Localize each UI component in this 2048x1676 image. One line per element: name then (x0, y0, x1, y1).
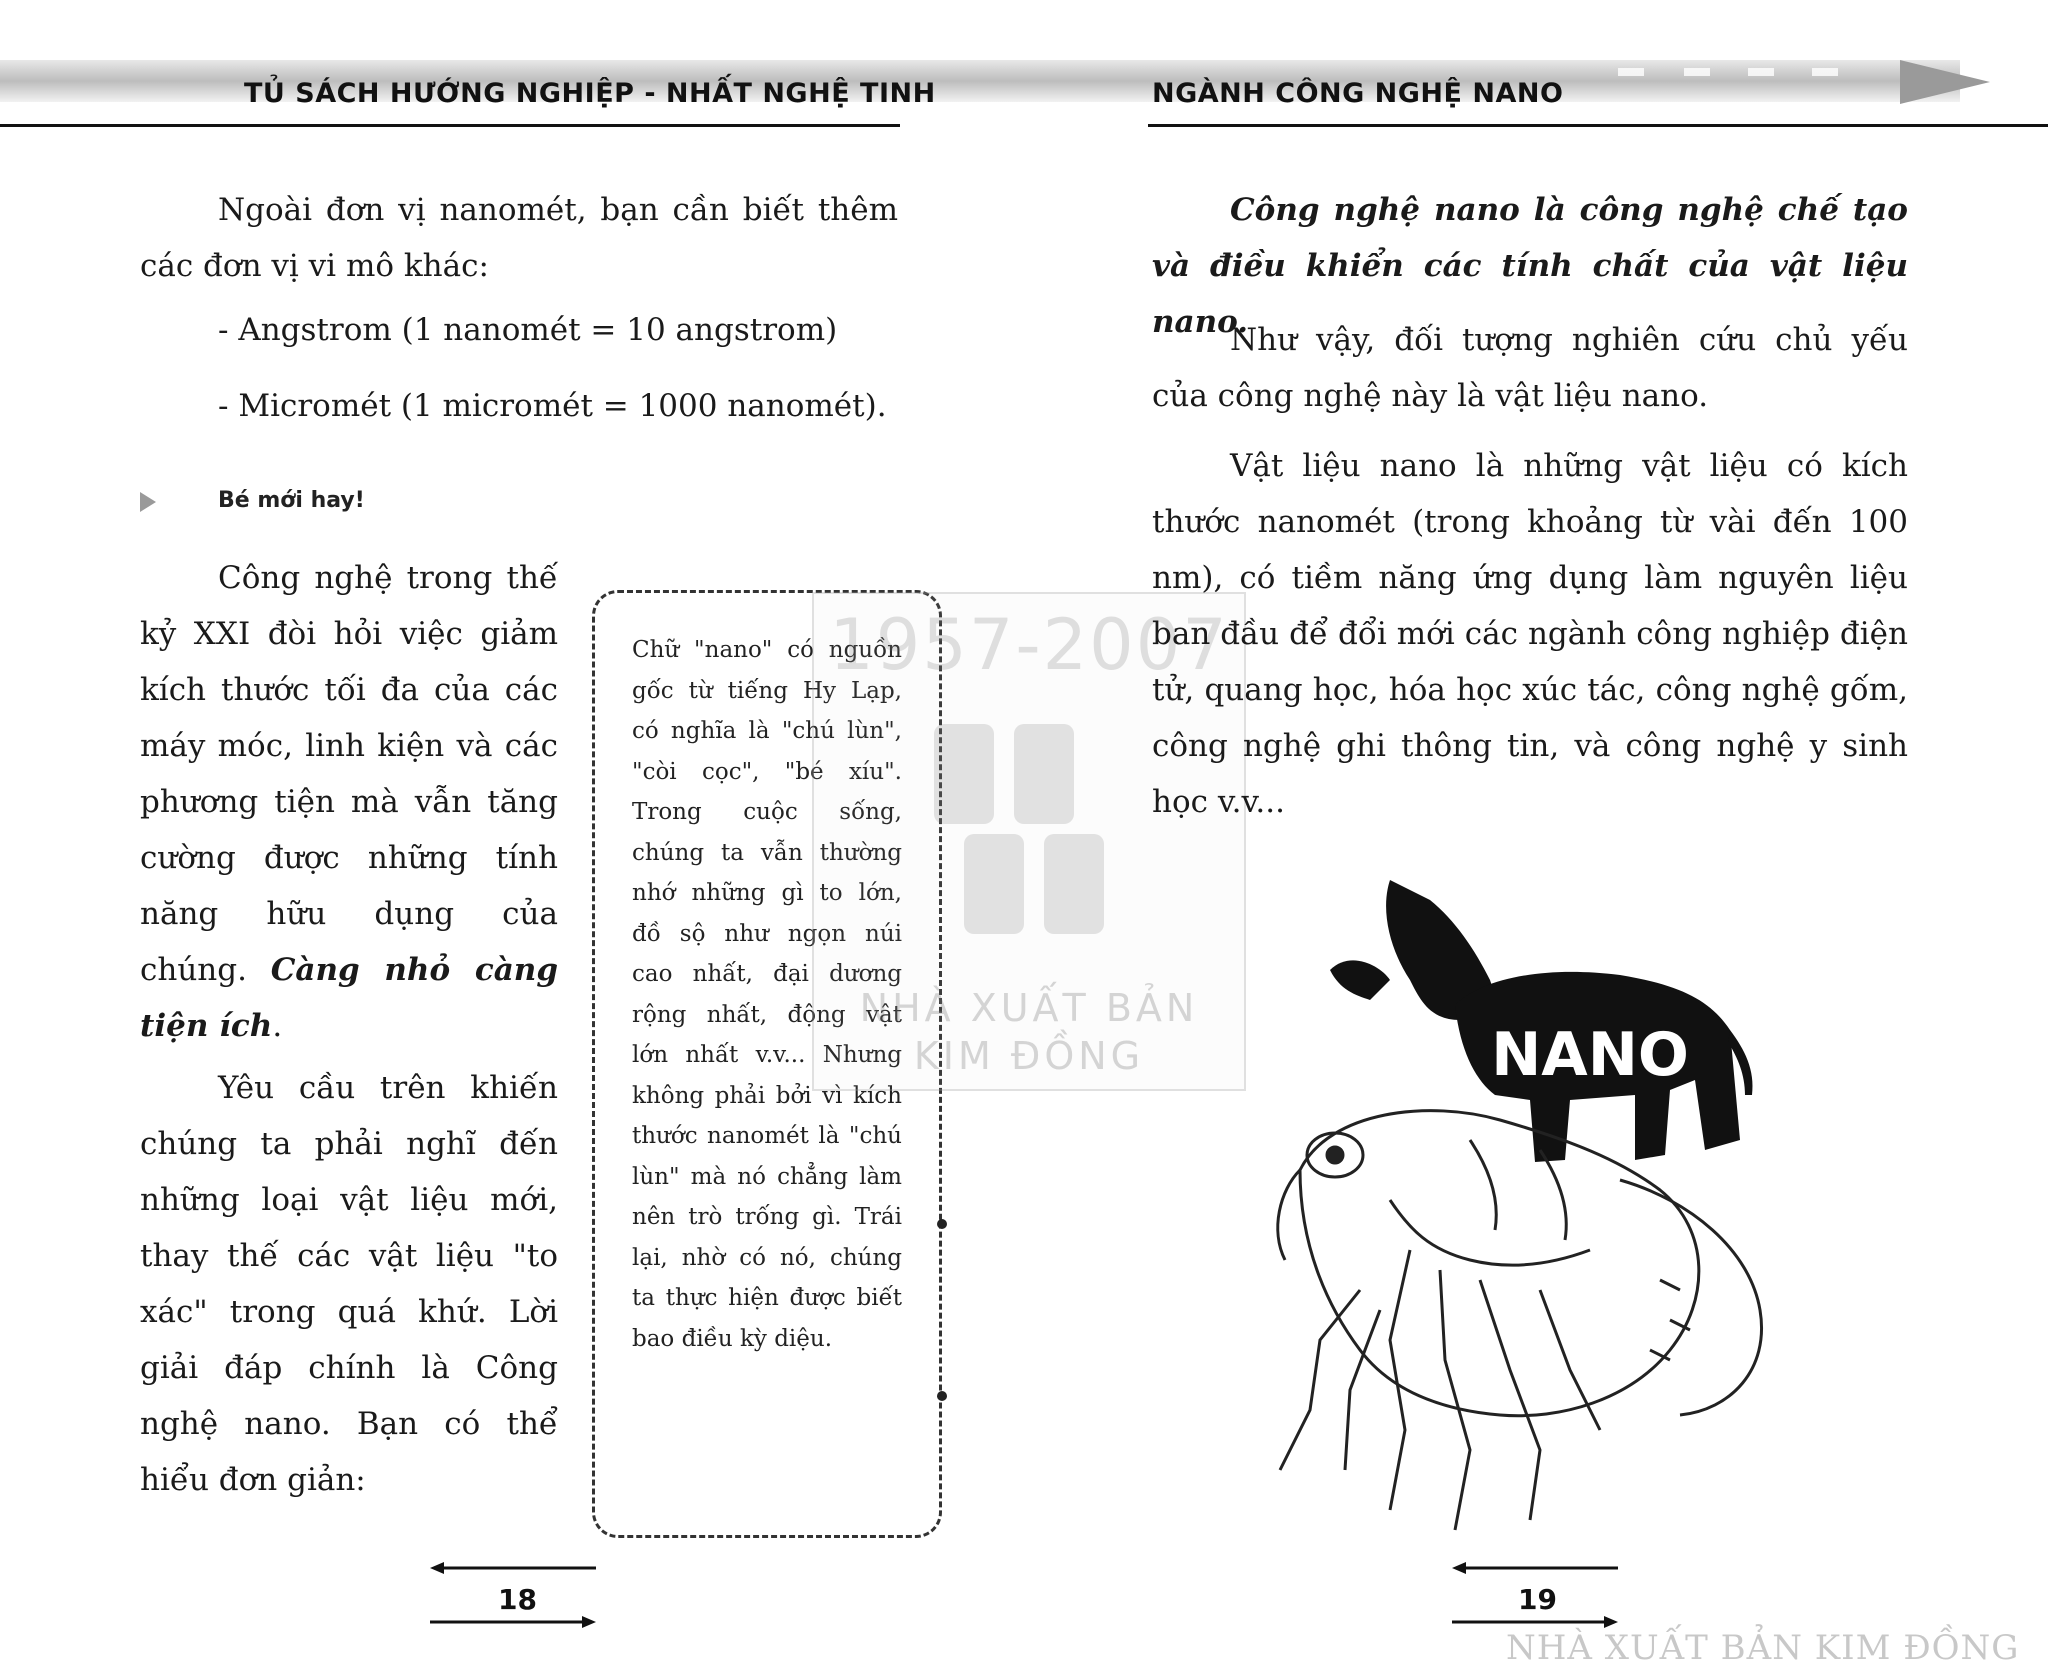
intro-text: Ngoài đơn vị nanomét, bạn cần biết thêm các đơn vị vi mô khác: (140, 192, 898, 284)
watermark-years: 1957-2007 (829, 604, 1229, 686)
sidebar-dot-icon (932, 1386, 952, 1406)
page-number-left: 18 (498, 1583, 537, 1616)
watermark-line2: KIM ĐỒNG (913, 1034, 1145, 1078)
unit-micrometer: - Micromét (1 micromét = 1000 nanomét). (218, 388, 887, 424)
definition-text: Công nghệ nano là công nghệ chế tạo và điều khiển các tính chất của vật liệu nano. (1152, 192, 1908, 340)
running-head-left: TỦ SÁCH HƯỚNG NGHIỆP - NHẤT NGHỆ TINH (244, 78, 936, 109)
para1-emphasis: Càng nhỏ càng tiện ích (140, 952, 558, 1044)
right-paragraph-2 (1152, 438, 1908, 830)
unit-angstrom: - Angstrom (1 nanomét = 10 angstrom) (218, 312, 838, 348)
para1-end: . (272, 1008, 283, 1044)
right-para2-text: Vật liệu nano là những vật liệu có kích thước nanomét (trong khoảng từ vài đến 100 nm), có tiềm năng ứng dụng làm nguyên liệu ban đầu để đổi mới các ngành công nghiệp điện tử, quang học, hóa học xúc tác, công nghệ gốm, công nghệ ghi thông tin, và công nghệ y sinh học v.v... (1152, 448, 1908, 820)
main-paragraph-2 (140, 1060, 558, 1508)
watermark-line1: NHÀ XUẤT BẢN (859, 986, 1199, 1030)
publisher-logo-icon (924, 704, 1134, 954)
page-number-right: 19 (1518, 1583, 1557, 1616)
header-rule-right (1148, 124, 2048, 127)
intro-paragraph (140, 182, 898, 294)
sidebar-text: Chữ "nano" có nguồn gốc từ tiếng Hy Lạp, có nghĩa là "chú lùn", "còi cọc", "bé xíu". Trong cuộc sống, chúng ta vẫn thường nhớ những gì to lớn, đồ sộ như ngọn núi cao nhất, đại dương rộng nhất, động vật lớn nhất v.v... Nhưng không phải bởi vì kích thước nanomét là "chú lùn" mà nó chẳng làm nên trò trống gì. Trái lại, nhờ có nó, chúng ta thực hiện được biết bao điều kỳ diệu. (632, 637, 902, 1352)
main-paragraph-1 (140, 550, 558, 1054)
para2-text: Yêu cầu trên khiến chúng ta phải nghĩ đến những loại vật liệu mới, thay thế các vật liệu "to xác" trong quá khứ. Lời giải đáp chính là Công nghệ nano. Bạn có thể hiểu đơn giản: (140, 1070, 558, 1498)
elephant-on-flea-illustration (1240, 870, 1820, 1550)
header-rule-left (0, 124, 900, 127)
right-para1-text: Như vậy, đối tượng nghiên cứu chủ yếu của công nghệ này là vật liệu nano. (1152, 322, 1908, 414)
sidebar-dot-icon (932, 1214, 952, 1234)
para1-text: Công nghệ trong thế kỷ XXI đòi hỏi việc giảm kích thước tối đa của các máy móc, linh kiện và các phương tiện mà vẫn tăng cường được những tính năng hữu dụng của chúng. (140, 560, 558, 988)
right-paragraph-1 (1152, 312, 1908, 424)
subhead: Bé mới hay! (218, 488, 365, 513)
nano-label: NANO (1491, 1020, 1689, 1090)
footer-publisher: NHÀ XUẤT BẢN KIM ĐỒNG (1506, 1628, 2020, 1668)
triangle-bullet-icon (138, 490, 158, 514)
running-head-right: NGÀNH CÔNG NGHỆ NANO (1152, 78, 1564, 109)
